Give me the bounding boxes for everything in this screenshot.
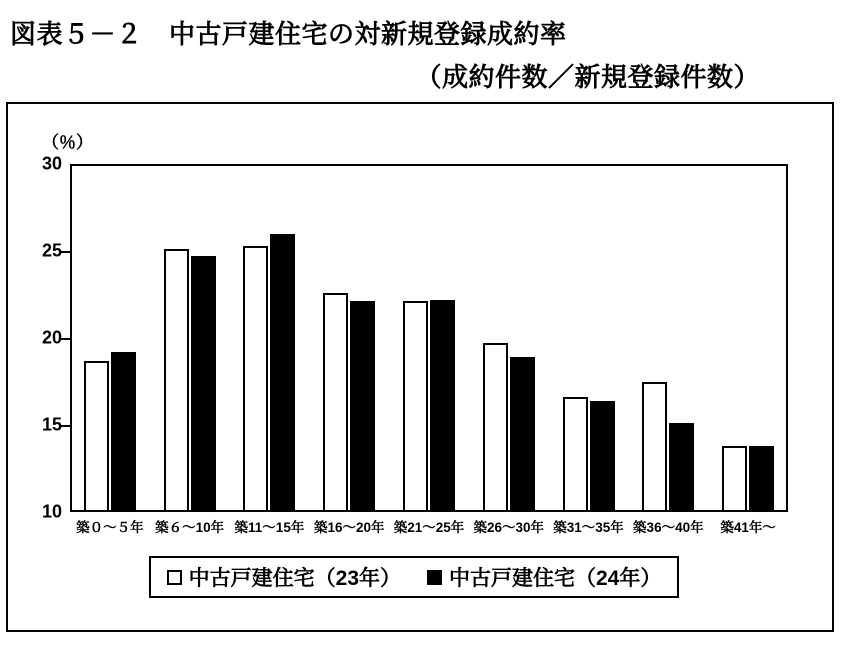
y-tick-label-0: 10 xyxy=(41,501,62,522)
x-axis-labels xyxy=(70,516,788,546)
chart-title-block xyxy=(0,14,790,94)
bar-series-2 xyxy=(430,300,455,512)
x-tick-label-7: 築36～40年 xyxy=(633,520,704,535)
bar-group xyxy=(150,164,230,512)
chart-frame xyxy=(6,102,834,632)
bar-series-2 xyxy=(590,401,615,512)
bar-series-1 xyxy=(323,293,348,512)
bar-series-1 xyxy=(722,446,747,512)
x-tick-label-1: 築６～10年 xyxy=(155,520,225,535)
bar-series-2 xyxy=(669,423,694,512)
bar-group xyxy=(469,164,549,512)
x-tick-label-2: 築11～15年 xyxy=(234,520,305,535)
y-axis-unit-label: （％） xyxy=(42,133,93,152)
x-tick-label-4: 築21～25年 xyxy=(393,520,465,535)
bar-group xyxy=(309,164,389,512)
bar-series-1 xyxy=(483,343,508,512)
bar-group xyxy=(230,164,310,512)
bar-series-1 xyxy=(164,249,189,512)
x-tick-label-8: 築41年～ xyxy=(720,520,776,535)
bar-series-2 xyxy=(111,352,136,512)
bar-series-2 xyxy=(749,446,774,512)
x-tick-label-5: 築26～30年 xyxy=(473,520,545,535)
bar-group xyxy=(389,164,469,512)
bar-series-2 xyxy=(510,357,535,512)
y-tick-mark-2 xyxy=(61,338,70,340)
bar-series-2 xyxy=(270,234,295,512)
y-tick-label-4: 30 xyxy=(41,153,62,174)
bar-series-1 xyxy=(563,397,588,512)
x-tick-label-6: 築31～35年 xyxy=(553,520,624,535)
legend-label-series-2: 中古戸建住宅（24年） xyxy=(449,567,662,590)
plot-wrapper xyxy=(41,153,788,535)
legend-swatch-icon-series-1 xyxy=(167,570,182,585)
bar-series-2 xyxy=(191,256,216,512)
legend-swatch-icon-series-2 xyxy=(427,570,442,585)
bar-group xyxy=(708,164,788,512)
x-tick-label-0: 築０～５年 xyxy=(76,520,144,535)
legend-label-series-1: 中古戸建住宅（23年） xyxy=(188,567,401,590)
bar-series-1 xyxy=(243,246,268,512)
page-subtitle: （成約件数／新規登録件数） xyxy=(415,62,760,92)
bar-group xyxy=(70,164,150,512)
bar-series-1 xyxy=(642,382,667,513)
y-tick-label-2: 20 xyxy=(41,327,62,348)
bar-series-1 xyxy=(403,301,428,512)
page-title: 図表５－２ 中古戸建住宅の対新規登録成約率 xyxy=(10,19,567,49)
legend-item-series-2 xyxy=(427,562,661,592)
bar-group xyxy=(628,164,708,512)
chart-legend xyxy=(149,556,679,598)
y-tick-label-3: 25 xyxy=(41,240,62,261)
bar-group xyxy=(549,164,629,512)
bar-series-2 xyxy=(350,301,375,512)
y-tick-mark-3 xyxy=(61,251,70,253)
bar-series-1 xyxy=(84,361,109,512)
x-tick-label-3: 築16～20年 xyxy=(313,520,385,535)
y-tick-label-1: 15 xyxy=(41,414,62,435)
bars-layer xyxy=(70,164,788,512)
y-tick-mark-1 xyxy=(61,425,70,427)
legend-item-series-1 xyxy=(167,562,401,592)
